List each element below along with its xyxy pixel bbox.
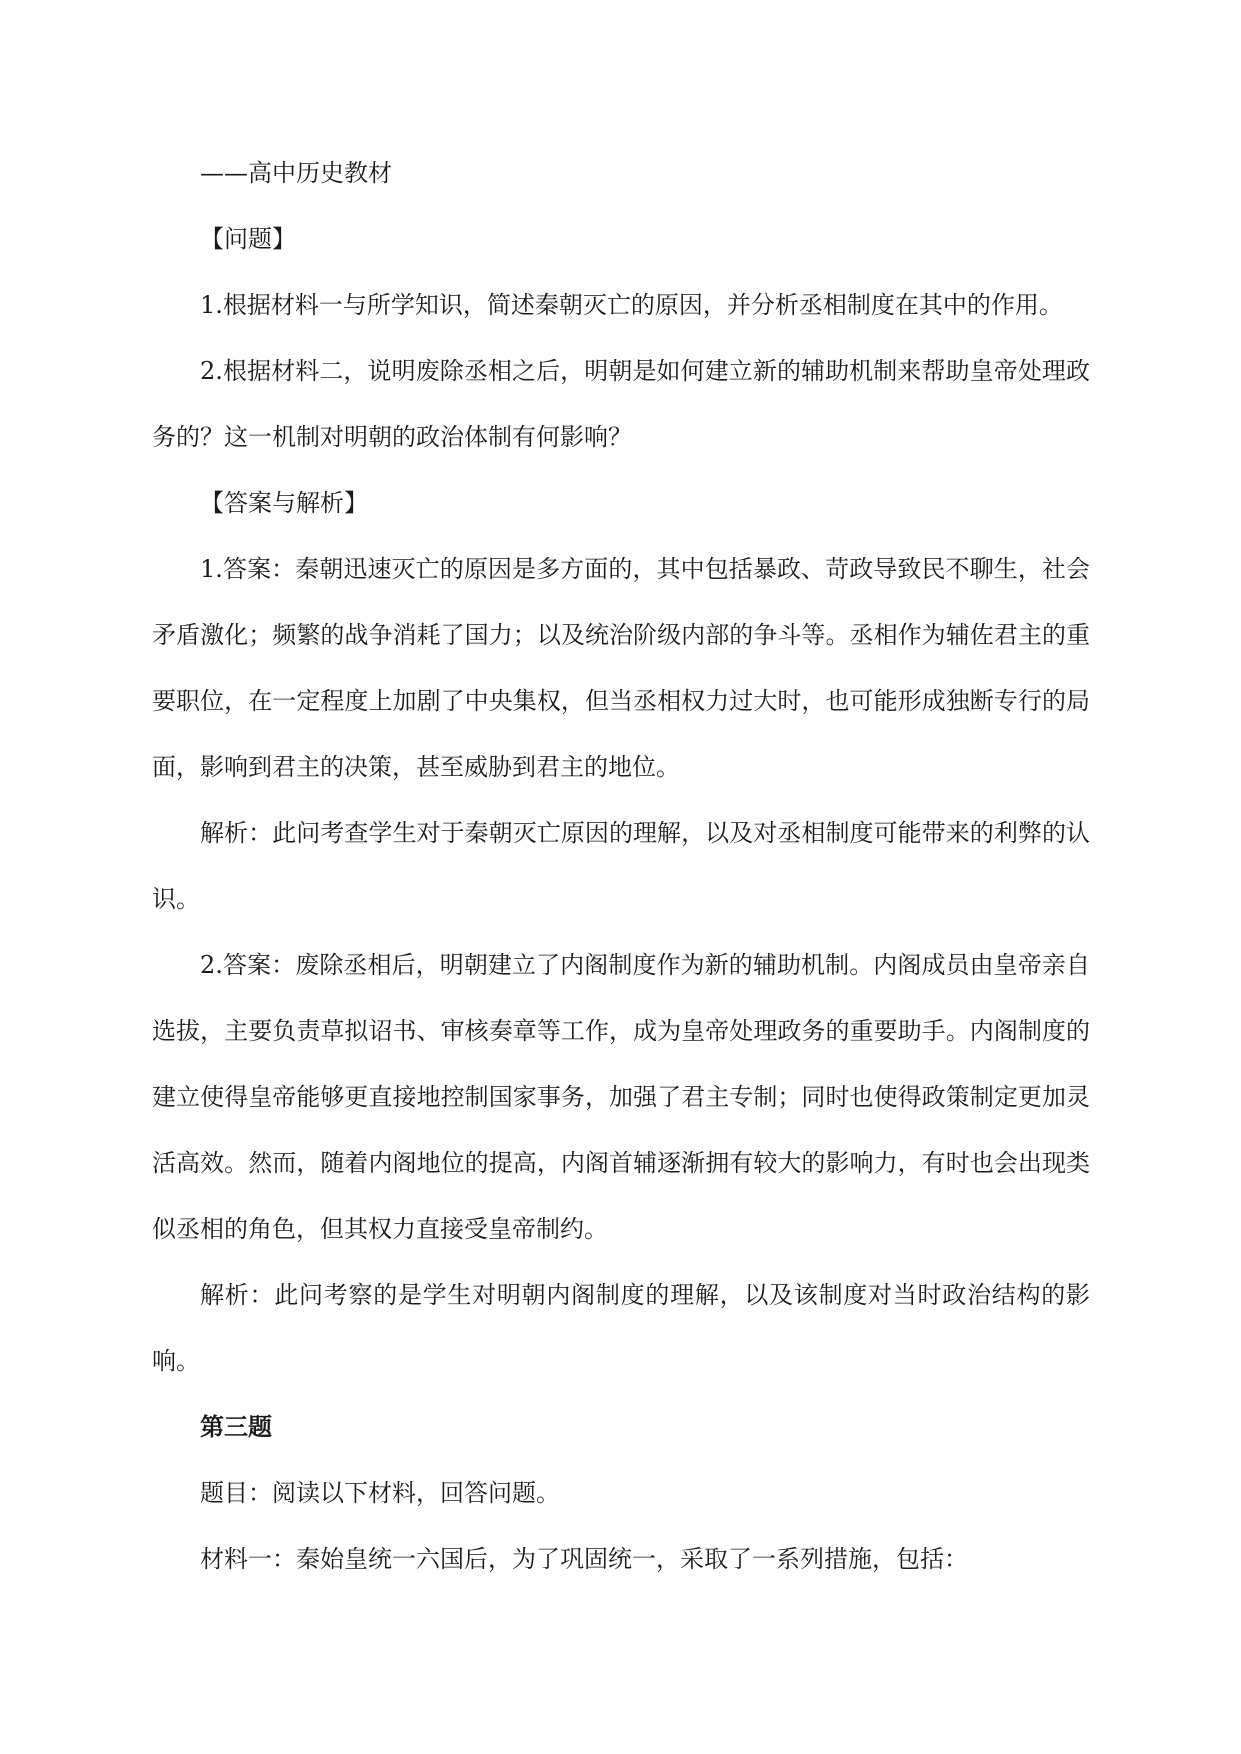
source-attribution: ——高中历史教材 (200, 159, 392, 187)
material-1: 材料一：秦始皇统一六国后，为了巩固统一，采取了一系列措施，包括： (200, 1545, 968, 1573)
question-prompt: 题目：阅读以下材料，回答问题。 (200, 1479, 560, 1507)
section-title: 第三题 (200, 1413, 272, 1441)
question-1: 1.根据材料一与所学知识，简述秦朝灭亡的原因，并分析丞相制度在其中的作用。 (200, 291, 1063, 319)
answer-1: 1.答案：秦朝迅速灭亡的原因是多方面的，其中包括暴政、苛政导致民不聊生，社会矛盾激化；频繁的战争消耗了国力；以及统治阶级内部的争斗等。丞相作为辅佐君主的重要职位，在一定程度上加剧了中央集权，但当丞相权力过大时，也可能形成独断专行的局面，影响到君主的决策，甚至威胁到君主的地位。 (152, 555, 1090, 781)
questions-heading: 【问题】 (200, 225, 296, 253)
analysis-1: 解析：此问考查学生对于秦朝灭亡原因的理解，以及对丞相制度可能带来的利弊的认识。 (152, 819, 1090, 913)
document-page (152, 140, 1090, 1592)
question-2: 2.根据材料二，说明废除丞相之后，明朝是如何建立新的辅助机制来帮助皇帝处理政务的？这一机制对明朝的政治体制有何影响？ (152, 357, 1090, 451)
analysis-2: 解析：此问考察的是学生对明朝内阁制度的理解，以及该制度对当时政治结构的影响。 (152, 1281, 1090, 1375)
answer-2: 2.答案：废除丞相后，明朝建立了内阁制度作为新的辅助机制。内阁成员由皇帝亲自选拔，主要负责草拟诏书、审核奏章等工作，成为皇帝处理政务的重要助手。内阁制度的建立使得皇帝能够更直接地控制国家事务，加强了君主专制；同时也使得政策制定更加灵活高效。然而，随着内阁地位的提高，内阁首辅逐渐拥有较大的影响力，有时也会出现类似丞相的角色，但其权力直接受皇帝制约。 (152, 951, 1090, 1243)
answers-heading: 【答案与解析】 (200, 489, 368, 517)
